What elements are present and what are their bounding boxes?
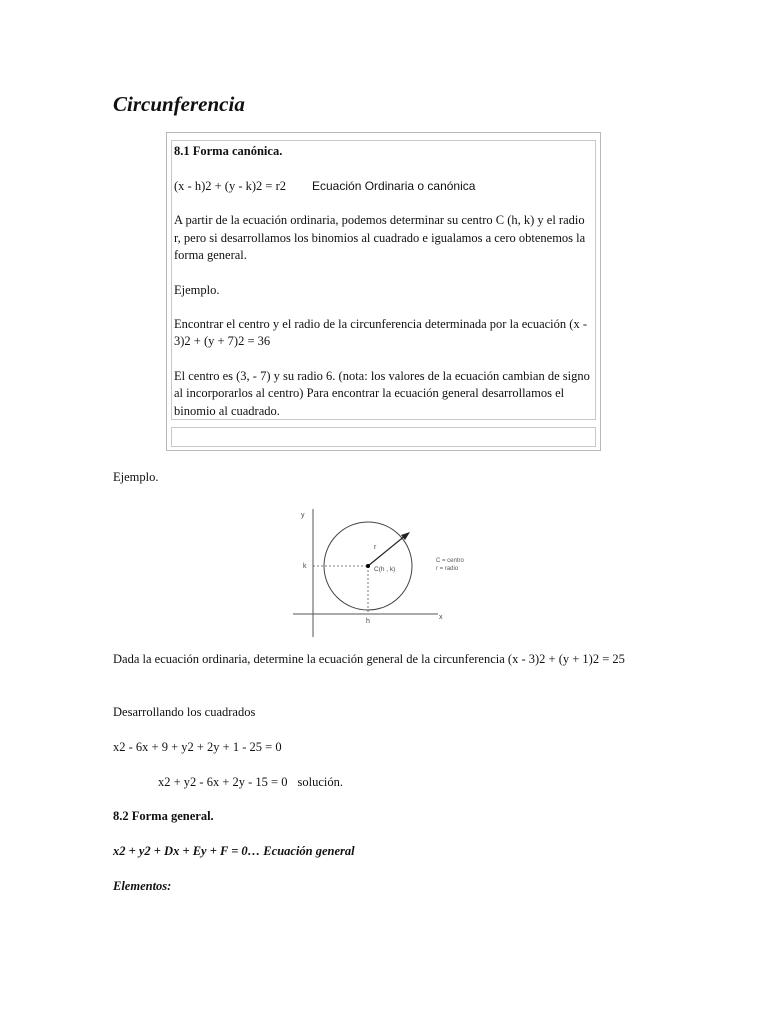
solution-equation: x2 + y2 - 6x + 2y - 15 = 0 xyxy=(158,775,288,789)
section-heading-canonical: 8.1 Forma canónica. xyxy=(174,144,283,158)
circle-diagram xyxy=(288,503,478,639)
general-equation: x2 + y2 + Dx + Ey + F = 0… Ecuación general xyxy=(113,844,355,858)
legend-radius: r = radio xyxy=(436,566,459,572)
canonical-equation-name: Ecuación Ordinaria o canónica xyxy=(312,178,476,193)
x-axis-label: x xyxy=(439,614,443,621)
center-point xyxy=(366,564,370,568)
example-label-box: Ejemplo. xyxy=(174,282,220,297)
example-label: Ejemplo. xyxy=(113,470,159,484)
solution-line xyxy=(158,774,343,791)
expansion-equation: x2 - 6x + 9 + y2 + 2y + 1 - 25 = 0 xyxy=(113,740,282,754)
k-label: k xyxy=(303,563,307,570)
example-answer: El centro es (3, - 7) y su radio 6. (nota: los valores de la ecuación cambian de signo al incorporarlos al centro) Para encontrar la ecuación general desarrollamos el binomio al cuadrado. xyxy=(174,369,590,418)
canonical-explanation: A partir de la ecuación ordinaria, podemos determinar su centro C (h, k) y el radio r, pero si desarrollamos los binomios al cuadrado e igualamos a cero obtenemos la forma general. xyxy=(174,213,586,262)
h-label: h xyxy=(366,618,370,625)
step-label: Desarrollando los cuadrados xyxy=(113,705,256,719)
solution-word: solución. xyxy=(297,775,343,789)
center-label: C(h , k) xyxy=(374,566,396,573)
y-axis-label: y xyxy=(301,512,305,519)
page-title: Circunferencia xyxy=(113,92,245,116)
canonical-equation: (x - h)2 + (y - k)2 = r2 xyxy=(174,178,286,193)
circle-diagram-svg xyxy=(288,503,478,639)
canonical-form-content xyxy=(174,143,594,437)
problem-statement: Dada la ecuación ordinaria, determine la ecuación general de la circunferencia (x - 3)2 + (y + 1)2 = 25 xyxy=(113,652,625,666)
canonical-equation-line xyxy=(174,178,594,195)
elements-heading: Elementos: xyxy=(113,879,172,893)
section-heading-general: 8.2 Forma general. xyxy=(113,809,214,823)
r-label: r xyxy=(374,544,377,551)
example-statement: Encontrar el centro y el radio de la circunferencia determinada por la ecuación (x - 3)2 + (y + 7)2 = 36 xyxy=(174,317,587,349)
legend-center: C = centro xyxy=(436,558,464,564)
